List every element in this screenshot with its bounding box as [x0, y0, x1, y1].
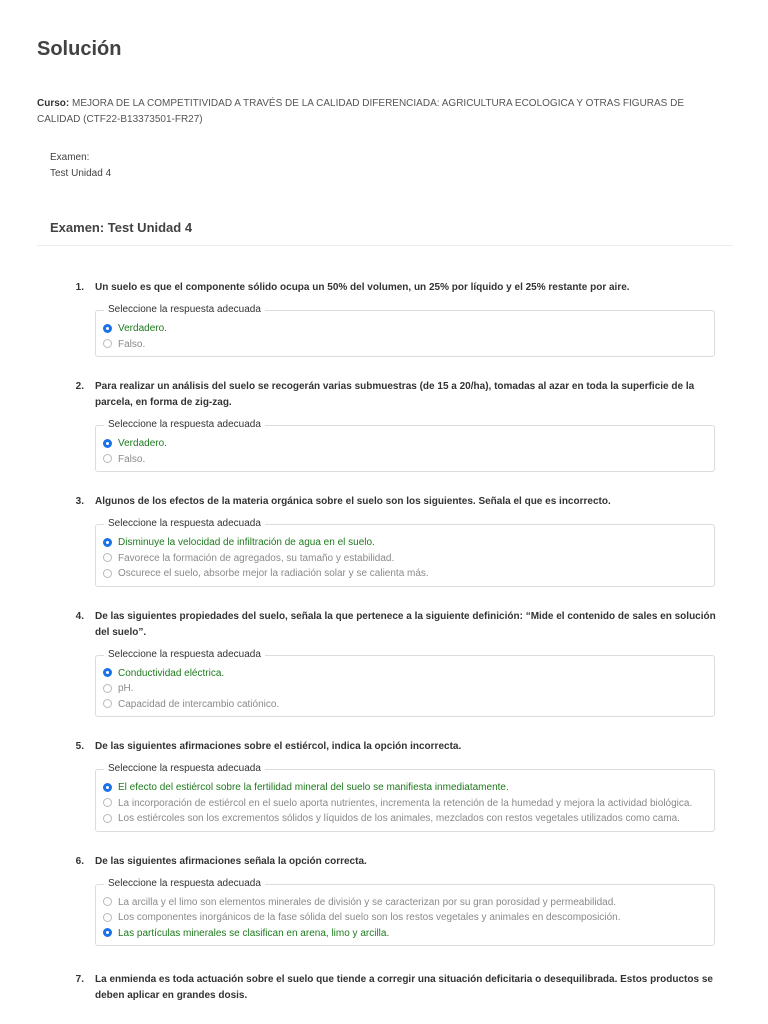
question-number: 6.	[75, 855, 84, 867]
radio-selected-icon[interactable]	[103, 538, 112, 547]
answer-option-label: Capacidad de intercambio catiónico.	[118, 698, 280, 710]
answer-option[interactable]	[103, 535, 702, 551]
answer-option-label: Falso.	[118, 453, 146, 465]
answer-group-legend: Seleccione la respuesta adecuada	[104, 418, 265, 432]
question-number: 7.	[75, 974, 84, 985]
question-item	[0, 379, 768, 472]
divider	[37, 245, 733, 246]
answer-group	[95, 877, 715, 947]
answer-option-label: Oscurece el suelo, absorbe mejor la radiación solar y se calienta más.	[118, 568, 429, 579]
answer-option[interactable]	[103, 666, 702, 682]
radio-unselected-icon[interactable]	[103, 569, 112, 578]
answer-option-label: La arcilla y el limo son elementos minerales de división y se caracterizan por su gran porosidad y permeabilidad.	[118, 896, 617, 908]
answer-option-label: Conductividad eléctrica.	[118, 667, 225, 679]
answer-group	[95, 419, 715, 472]
answer-option-label: Los componentes inorgánicos de la fase sólida del suelo son los restos vegetales y animales en descomposición.	[118, 912, 621, 923]
exam-label: Examen:	[50, 152, 90, 163]
radio-unselected-icon[interactable]	[103, 339, 112, 348]
exam-heading: Examen: Test Unidad 4	[50, 220, 193, 235]
question-item	[0, 739, 768, 832]
question-number: 1.	[75, 282, 84, 293]
radio-unselected-icon[interactable]	[103, 454, 112, 463]
question-text: Un suelo es que el componente sólido ocupa un 50% del volumen, un 25% por líquido y el 25% restante por aire.	[95, 282, 630, 293]
answer-option[interactable]	[103, 926, 702, 942]
question-number: 2.	[75, 381, 84, 392]
question-item	[0, 494, 768, 587]
course-label: Curso:	[37, 98, 70, 109]
answer-option[interactable]	[103, 910, 702, 926]
page-title: Solución	[37, 38, 122, 60]
answer-option-label: Falso.	[118, 338, 146, 350]
question-text: De las siguientes afirmaciones sobre el estiércol, indica la opción incorrecta.	[95, 741, 462, 752]
radio-selected-icon[interactable]	[103, 668, 112, 677]
question-item	[0, 609, 768, 718]
question-number: 4.	[75, 610, 84, 622]
answer-group-legend: Seleccione la respuesta adecuada	[104, 762, 265, 776]
radio-selected-icon[interactable]	[103, 928, 112, 937]
question-text: De las siguientes afirmaciones señala la opción correcta.	[95, 855, 367, 867]
answer-option-label: Favorece la formación de agregados, su tamaño y estabilidad.	[118, 552, 395, 564]
exam-name: Test Unidad 4	[50, 168, 112, 179]
question-item	[0, 280, 768, 357]
answer-group	[95, 518, 715, 587]
answer-option-label: Verdadero.	[118, 323, 167, 334]
answer-option[interactable]	[103, 697, 702, 713]
answer-option[interactable]	[103, 452, 702, 468]
answer-option[interactable]	[103, 321, 702, 337]
question-number: 3.	[75, 496, 84, 507]
radio-selected-icon[interactable]	[103, 324, 112, 333]
answer-option[interactable]	[103, 895, 702, 911]
answer-group	[95, 648, 715, 718]
answer-option[interactable]	[103, 796, 702, 812]
radio-selected-icon[interactable]	[103, 783, 112, 792]
answer-option[interactable]	[103, 436, 702, 452]
answer-group	[95, 304, 715, 357]
question-text: Algunos de los efectos de la materia orgánica sobre el suelo son los siguientes. Señala el que es incorrecto.	[95, 496, 611, 507]
answer-option-label: El efecto del estiércol sobre la fertilidad mineral del suelo se manifiesta inmediatamente.	[118, 782, 509, 793]
question-text: La enmienda es toda actuación sobre el suelo que tiende a corregir una situación deficitaria o desequilibrada. Estos productos se deben aplicar en grandes dosis.	[95, 974, 713, 1001]
answer-option[interactable]	[103, 566, 702, 582]
answer-group	[95, 763, 715, 832]
answer-option-label: pH.	[118, 683, 134, 694]
question-item	[0, 854, 768, 947]
question-number: 5.	[75, 741, 84, 752]
answer-option-label: La incorporación de estiércol en el suelo aporta nutrientes, incrementa la retención de la humedad y mejora la actividad biológica.	[118, 797, 693, 809]
radio-unselected-icon[interactable]	[103, 553, 112, 562]
answer-option[interactable]	[103, 811, 702, 827]
radio-unselected-icon[interactable]	[103, 913, 112, 922]
answer-option[interactable]	[103, 780, 702, 796]
answer-option[interactable]	[103, 681, 702, 697]
answer-option[interactable]	[103, 337, 702, 353]
answer-group-legend: Seleccione la respuesta adecuada	[104, 303, 265, 317]
question-list	[0, 258, 768, 1004]
radio-unselected-icon[interactable]	[103, 684, 112, 693]
radio-unselected-icon[interactable]	[103, 814, 112, 823]
question-text: De las siguientes propiedades del suelo, señala la que pertenece a la siguiente definición: “Mide el contenido de sales en solución del suelo”.	[95, 610, 716, 638]
question-item	[0, 972, 768, 1004]
course-name: MEJORA DE LA COMPETITIVIDAD A TRAVÉS DE LA CALIDAD DIFERENCIADA: AGRICULTURA ECOLOGICA Y OTRAS FIGURAS DE CALIDAD (CTF22-B13373501-FR27)	[37, 98, 685, 125]
answer-group-legend: Seleccione la respuesta adecuada	[104, 877, 265, 891]
radio-selected-icon[interactable]	[103, 439, 112, 448]
answer-group-legend: Seleccione la respuesta adecuada	[104, 648, 265, 662]
exam-info	[50, 150, 111, 182]
answer-option-label: Disminuye la velocidad de infiltración de agua en el suelo.	[118, 537, 375, 548]
question-text: Para realizar un análisis del suelo se recogerán varias submuestras (de 15 a 20/ha), tomadas al azar en toda la superficie de la parcela, en forma de zig-zag.	[95, 381, 695, 408]
course-info	[37, 96, 717, 128]
radio-unselected-icon[interactable]	[103, 798, 112, 807]
answer-option-label: Las partículas minerales se clasifican en arena, limo y arcilla.	[118, 927, 390, 939]
answer-option-label: Verdadero.	[118, 438, 167, 449]
answer-option-label: Los estiércoles son los excrementos sólidos y líquidos de los animales, mezclados con restos vegetales utilizados como cama.	[118, 813, 680, 824]
radio-unselected-icon[interactable]	[103, 897, 112, 906]
radio-unselected-icon[interactable]	[103, 699, 112, 708]
answer-group-legend: Seleccione la respuesta adecuada	[104, 517, 265, 531]
answer-option[interactable]	[103, 551, 702, 567]
